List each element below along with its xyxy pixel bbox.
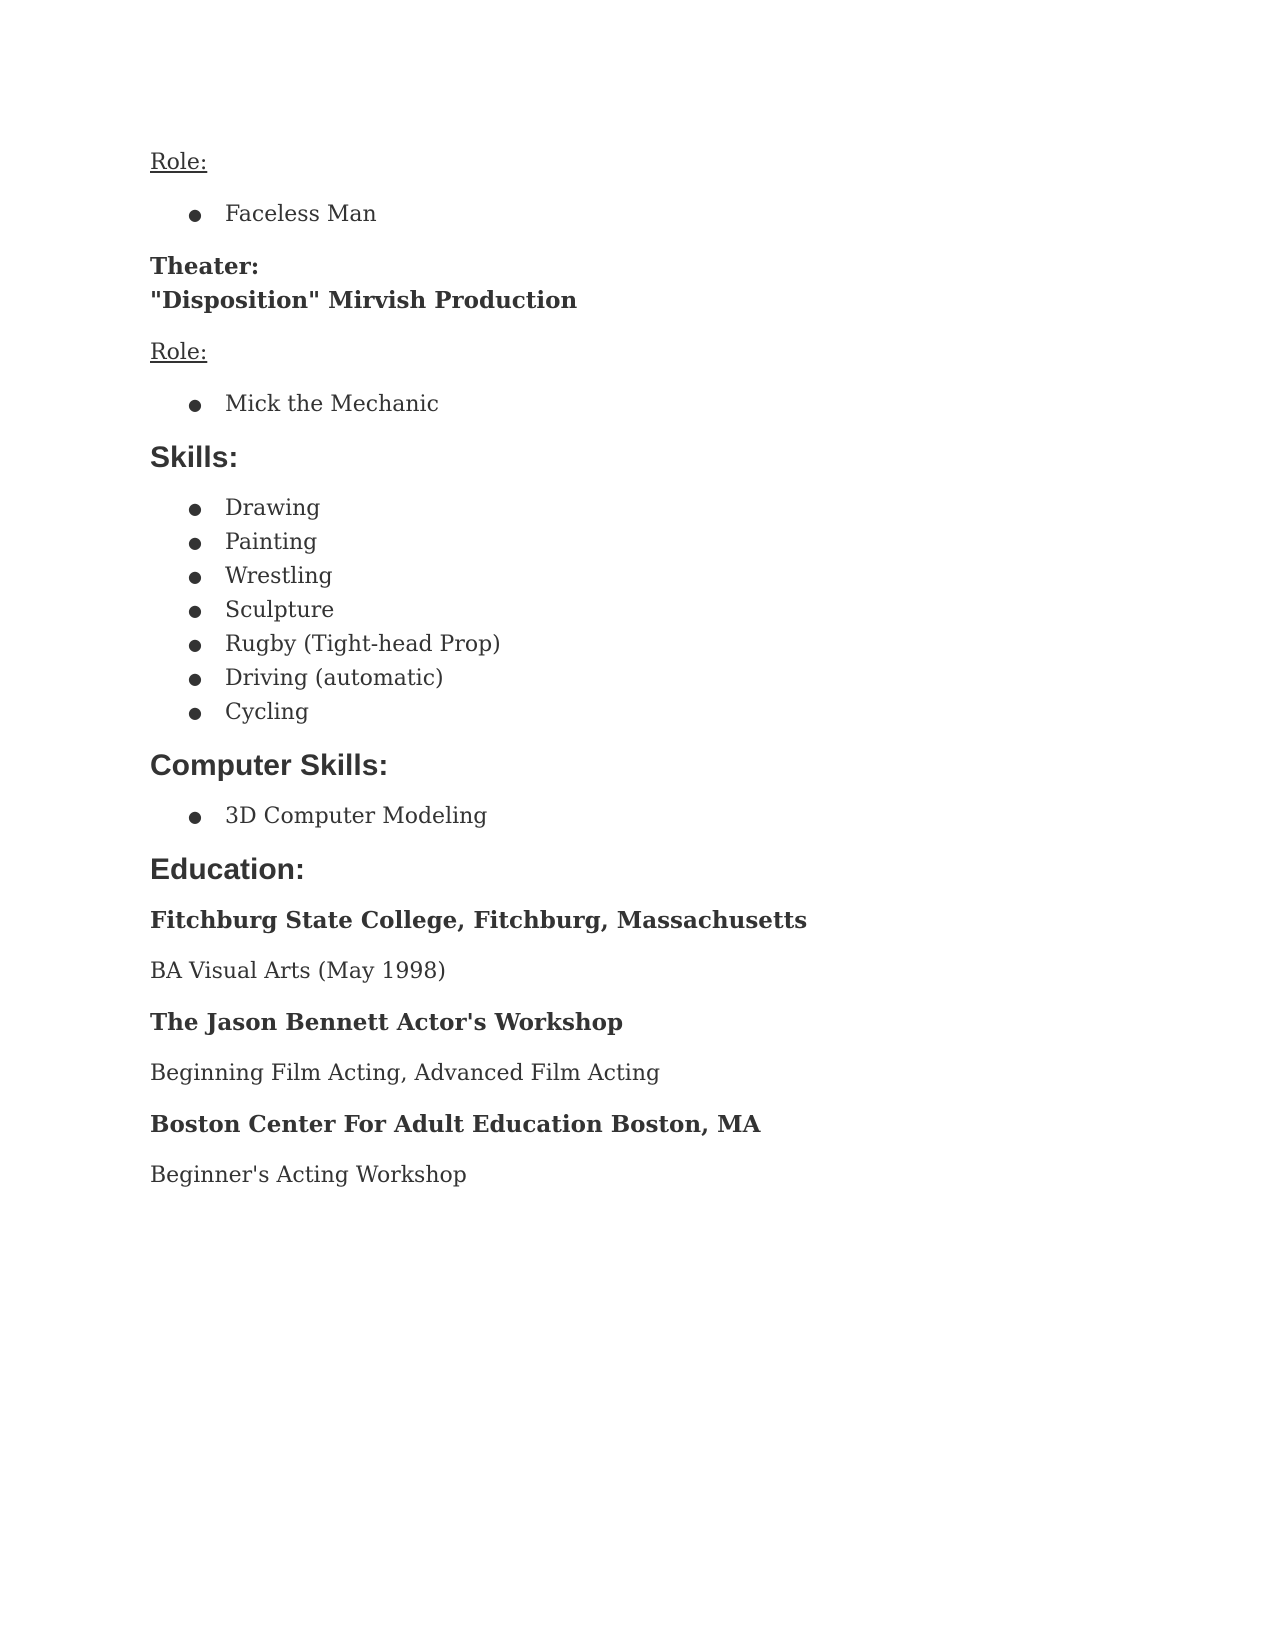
bullet-icon: ● xyxy=(188,669,202,688)
education-detail: Beginner's Acting Workshop xyxy=(150,1163,467,1188)
computer-skills-heading: Computer Skills: xyxy=(150,749,389,782)
list-item xyxy=(150,198,1150,232)
theater-heading: Theater: xyxy=(150,253,260,280)
education-school: Boston Center For Adult Education Boston, MA xyxy=(150,1111,761,1138)
list-item xyxy=(150,388,1150,422)
skill-text: Drawing xyxy=(225,496,321,521)
skill-text: Painting xyxy=(225,530,318,555)
list-item xyxy=(150,628,1150,662)
bullet-icon: ● xyxy=(188,499,202,518)
skill-text: Sculpture xyxy=(225,598,335,623)
role-label: Role: xyxy=(150,150,208,175)
role-list xyxy=(150,198,1150,232)
bullet-icon: ● xyxy=(188,395,202,414)
list-item xyxy=(150,492,1150,526)
list-item xyxy=(150,696,1150,730)
bullet-icon: ● xyxy=(188,601,202,620)
bullet-icon: ● xyxy=(188,533,202,552)
role-label: Role: xyxy=(150,340,208,365)
theater-block xyxy=(150,250,1150,318)
skill-text: Wrestling xyxy=(225,564,333,589)
education-school: The Jason Bennett Actor's Workshop xyxy=(150,1009,624,1036)
list-item xyxy=(150,800,1150,834)
list-item xyxy=(150,560,1150,594)
skills-list xyxy=(150,492,1150,730)
bullet-icon: ● xyxy=(188,567,202,586)
education-detail: BA Visual Arts (May 1998) xyxy=(150,959,446,984)
skill-text: Cycling xyxy=(225,700,309,725)
production-title: "Disposition" Mirvish Production xyxy=(150,287,578,314)
computer-skills-list xyxy=(150,800,1150,834)
bullet-icon: ● xyxy=(188,635,202,654)
computer-skill-text: 3D Computer Modeling xyxy=(225,804,488,829)
role-list xyxy=(150,388,1150,422)
skills-heading: Skills: xyxy=(150,441,239,474)
role-item-text: Faceless Man xyxy=(225,202,377,227)
bullet-icon: ● xyxy=(188,807,202,826)
list-item xyxy=(150,594,1150,628)
list-item xyxy=(150,662,1150,696)
bullet-icon: ● xyxy=(188,703,202,722)
education-detail: Beginning Film Acting, Advanced Film Acting xyxy=(150,1061,661,1086)
list-item xyxy=(150,526,1150,560)
skill-text: Driving (automatic) xyxy=(225,666,444,691)
bullet-icon: ● xyxy=(188,205,202,224)
education-school: Fitchburg State College, Fitchburg, Massachusetts xyxy=(150,907,808,934)
skill-text: Rugby (Tight-head Prop) xyxy=(225,632,501,657)
role-item-text: Mick the Mechanic xyxy=(225,392,439,417)
education-heading: Education: xyxy=(150,853,305,886)
resume-page xyxy=(150,146,1150,1210)
